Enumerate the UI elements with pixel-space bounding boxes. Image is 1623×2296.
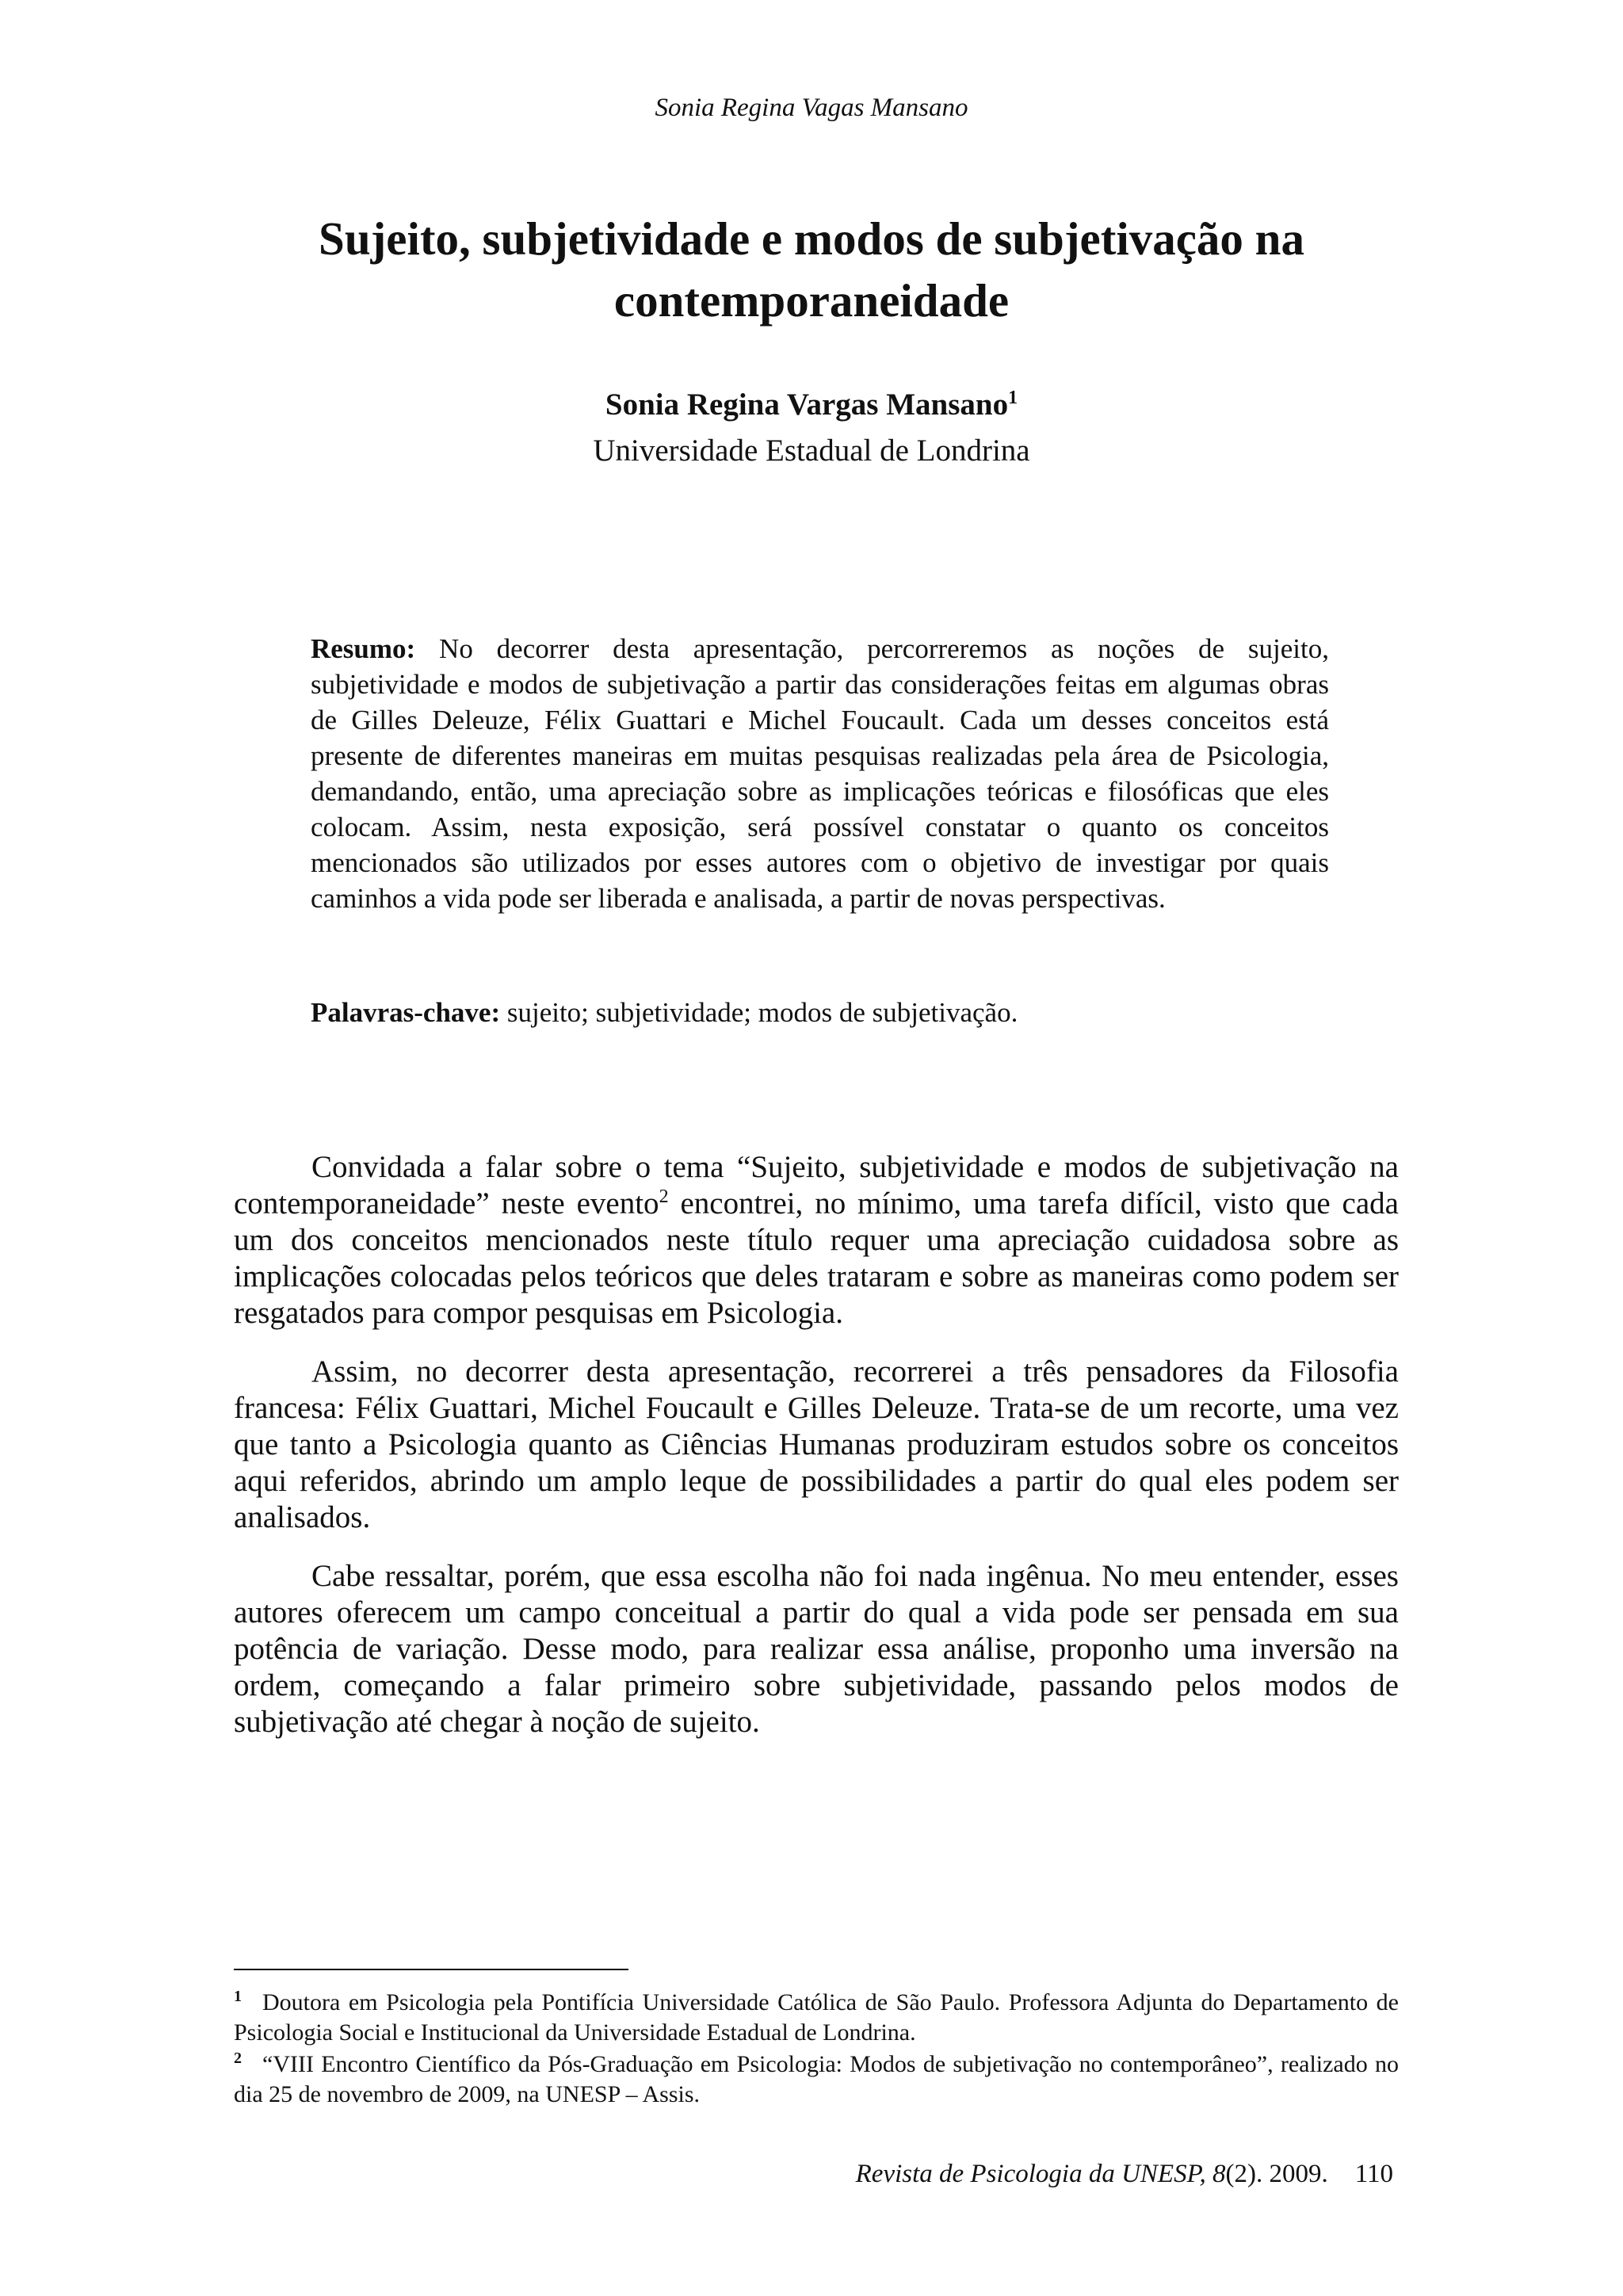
keywords: [311, 995, 1329, 1030]
paragraph-1-text-a: Convidada a falar sobre o tema “Sujeito, subjetividade e modos de subjetivação na contemporaneidade” neste evento: [234, 1150, 1399, 1221]
author-line: [0, 387, 1623, 422]
footnote-1-text: Doutora em Psicologia pela Pontifícia Universidade Católica de São Paulo. Professora Adjunta do Departamento de Psicologia Social e Institucional da Universidade Estadual de Londrina.: [234, 1989, 1399, 2046]
issue-year: (2). 2009.: [1225, 2160, 1328, 2188]
body-paragraph-1: [234, 1149, 1399, 1331]
page-number: 110: [1354, 2160, 1393, 2188]
footnote-2-text: “VIII Encontro Científico da Pós-Graduação em Psicologia: Modos de subjetivação no contemporâneo”, realizado no dia 25 de novembro de 2009, na UNESP – Assis.: [234, 2051, 1399, 2107]
footnote-2-marker: 2: [659, 1186, 669, 1207]
author-name: Sonia Regina Vargas Mansano: [605, 388, 1009, 422]
running-head: Sonia Regina Vagas Mansano: [655, 94, 968, 122]
body-paragraph-2: Assim, no decorrer desta apresentação, recorrerei a três pensadores da Filosofia francesa: Félix Guattari, Michel Foucault e Gilles Deleuze. Trata-se de um recorte, uma vez que tanto a Psicologia quanto as Ciências Humanas produziram estudos sobre os conceitos aqui referidos, abrindo um amplo leque de possibilidades a partir do qual eles podem ser analisados.: [234, 1354, 1399, 1534]
article-title: Sujeito, subjetividade e modos de subjetivação na contemporaneidade: [319, 212, 1304, 327]
keywords-label: Palavras-chave:: [311, 997, 501, 1028]
footnote-2-number: 2: [234, 2050, 242, 2067]
footnote-1: [234, 1981, 1399, 2048]
author-affiliation: Universidade Estadual de Londrina: [593, 434, 1030, 468]
page-footer: [856, 2160, 1393, 2189]
keywords-text: sujeito; subjetividade; modos de subjetivação.: [500, 997, 1018, 1028]
abstract: [311, 631, 1329, 916]
author-footnote-marker: 1: [1008, 388, 1018, 408]
footnote-2: [234, 2043, 1399, 2110]
abstract-label: Resumo:: [311, 633, 416, 664]
footnote-1-number: 1: [234, 1988, 242, 2005]
body-paragraph-3: Cabe ressaltar, porém, que essa escolha não foi nada ingênua. No meu entender, esses autores oferecem um campo conceitual a partir do qual a vida pode ser pensada em sua potência de variação. Desse modo, para realizar essa análise, proponho uma inversão na ordem, começando a falar primeiro sobre subjetividade, passando pelos modos de subjetivação até chegar à noção de sujeito.: [234, 1559, 1399, 1739]
footnote-divider: [234, 1969, 628, 1970]
paragraph-1-text-b: encontrei, no mínimo, uma tarefa difícil, visto que cada um dos conceitos mencionados neste título requer uma apreciação cuidadosa sobre as implicações colocadas pelos teóricos que deles trataram e sobre as maneiras como podem ser resgatados para compor pesquisas em Psicologia.: [234, 1186, 1399, 1330]
journal-name: Revista de Psicologia da UNESP, 8: [855, 2160, 1226, 2188]
abstract-text: No decorrer desta apresentação, percorreremos as noções de sujeito, subjetividade e modos de subjetivação a partir das considerações feitas em algumas obras de Gilles Deleuze, Félix Guattari e Michel Foucault. Cada um desses conceitos está presente de diferentes maneiras em muitas pesquisas realizadas pela área de Psicologia, demandando, então, uma apreciação sobre as implicações teóricas e filosóficas que eles colocam. Assim, nesta exposição, será possível constatar o quanto os conceitos mencionados são utilizados por esses autores com o objetivo de investigar por quais caminhos a vida pode ser liberada e analisada, a partir de novas perspectivas.: [311, 633, 1329, 914]
